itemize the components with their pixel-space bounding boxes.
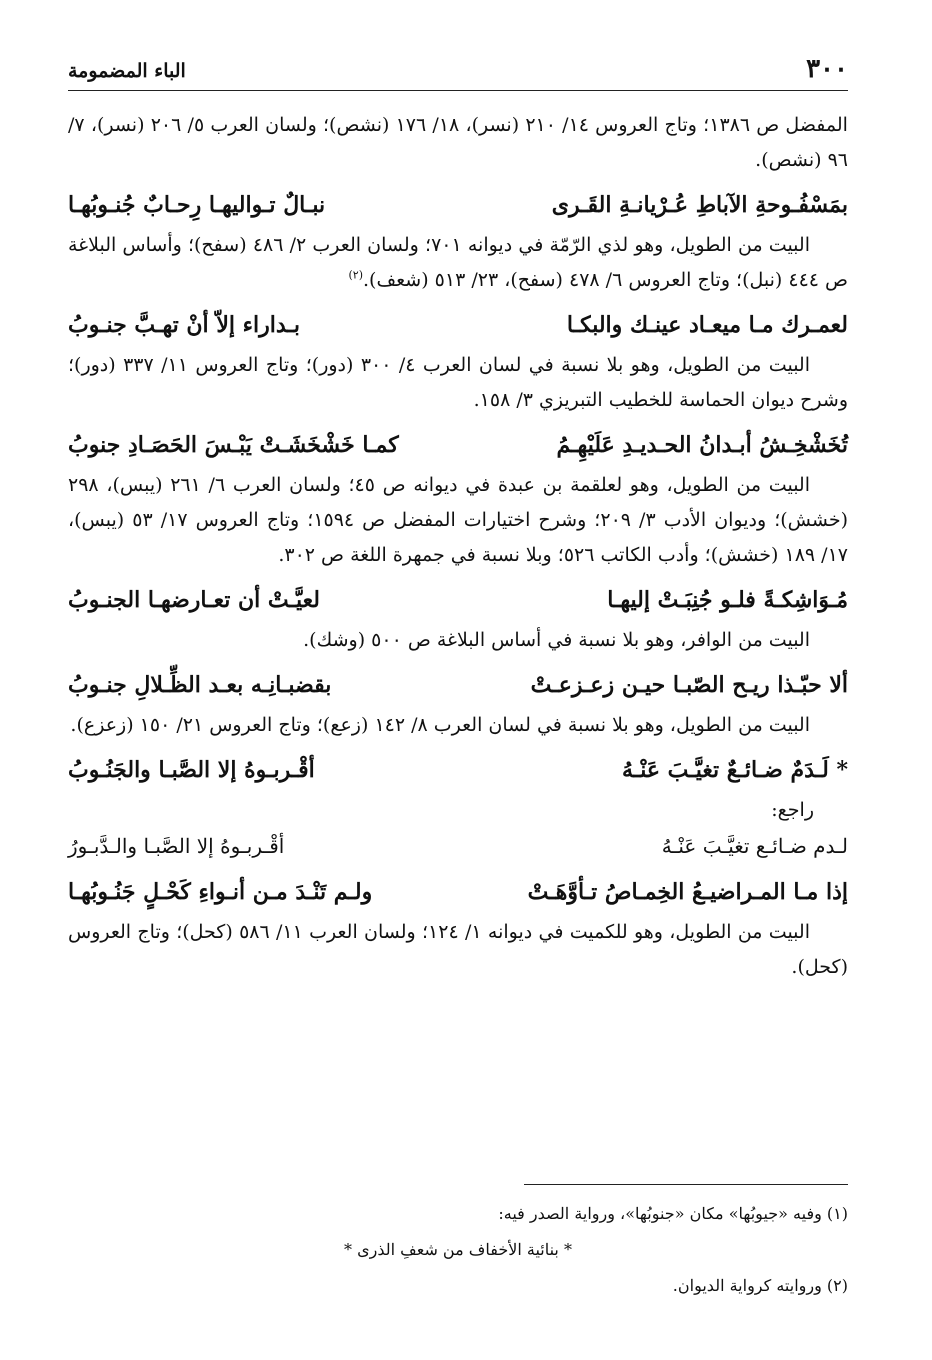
paragraph-citation (68, 228, 848, 298)
main-content (68, 108, 848, 985)
verse-first-hemistich: بمَسْفُـوحةِ الآباطِ عُـرْيانـةِ القَـرى (551, 192, 848, 218)
verse-first-hemistich: * لَـدَمٌ ضـائـعٌ تغيَّـبَ عَنْـهُ (622, 757, 848, 783)
verse-first-hemistich: إذا مـا المـراضيـعُ الخِمـاصُ تـأوَّهَـتْ (527, 879, 848, 905)
paragraph-citation: البيت من الطويل، وهو للكميت في ديوانه ١/ ١٢٤؛ ولسان العرب ١١/ ٥٨٦ (كحل)؛ وتاج العروس (كحل). (68, 921, 848, 978)
verse-first-hemistich: لـدم ضـائـع تغيَّـبَ عَنْـهُ (661, 834, 848, 858)
paragraph-citation: البيت من الوافر، وهو بلا نسبة في أساس البلاغة ص ٥٠٠ (وشك). (303, 629, 810, 651)
running-title: الباء المضمومة (68, 60, 186, 82)
verse-line (68, 827, 848, 865)
footnote-2: (٢) وروايته كرواية الديوان. (672, 1276, 848, 1295)
citation-text: البيت من الطويل، وهو لذي الرّمّة في ديوانه ٧٠١؛ ولسان العرب ٢/ ٤٨٦ (سفح)؛ وأساس البلاغة ص ٤٤٤ (نبل)؛ وتاج العروس ٦/ ٤٧٨ (سفح)، ٢٣/ ٥١٣ (شعف). (68, 234, 848, 291)
verse-second-hemistich: أقْـربـوهُ إلا الصَّبـا والجَنُـوبُ (68, 757, 315, 783)
paragraph-citation: البيت من الطويل، وهو بلا نسبة في لسان العرب ٤/ ٣٠٠ (دور)؛ وتاج العروس ١١/ ٣٣٧ (دور)؛ وشرح ديوان الحماسة للخطيب التبريزي ٣/ ١٥٨. (68, 354, 848, 411)
footnote-divider (524, 1184, 848, 1185)
footnote-ref-2: (٢) (348, 268, 363, 282)
footnote-1: (١) وفيه «جيوبُها» مكان «جنوبُها»، ورواية الصدر فيه: (498, 1204, 848, 1223)
verse-second-hemistich: نبـالٌ تـواليهـا رِحـابٌ جُنـوبُهـا (68, 192, 326, 218)
verse-first-hemistich: مُـوَاشِكـةً فلـو جُنِبَـتْ إليهـا (607, 587, 848, 613)
verse-line (68, 579, 848, 621)
paragraph-citation: البيت من الطويل، وهو لعلقمة بن عبدة في ديوانه ص ٤٥؛ ولسان العرب ٦/ ٢٦١ (يبس)، ٢٩٨ (خشش)؛ وديوان الأدب ٣/ ٢٠٩؛ وشرح اختيارات المفضل ص ١٥٩٤؛ وتاج العروس ١٧/ ٥٣ (يبس)، ١٧/ ١٨٩ (خشش)؛ وأدب الكاتب ٥٢٦؛ وبلا نسبة في جمهرة اللغة ص ٣٠٢. (68, 474, 848, 566)
verse-first-hemistich: لعمـرك مـا ميعـاد عينـك والبكـا (566, 312, 848, 338)
verse-line (68, 871, 848, 913)
verse-second-hemistich: بـداراء إلاّ أنْ تهـبَّ جنـوبُ (68, 312, 300, 338)
verse-line (68, 304, 848, 346)
cross-reference-label: راجع: (771, 799, 814, 821)
verse-second-hemistich: لعيَّـتْ أن تعـارضهـا الجنـوبُ (68, 587, 320, 613)
verse-line (68, 424, 848, 466)
verse-first-hemistich: تُخَشْخِـشُ أبـدانُ الحـديـدِ عَلَيْهِـمُ (556, 432, 848, 458)
page-header (68, 56, 848, 91)
verse-first-hemistich: ألا حبّـذا ريـح الصّبـا حيـن زعـزعـتْ (530, 672, 848, 698)
verse-second-hemistich: كمـا خَشْخَشَـتْ يَبْـسَ الحَصَـادِ جنوبُ (68, 432, 399, 458)
verse-second-hemistich: أقْـربـوهُ إلا الصَّبـا والـدَّبـورُ (68, 834, 285, 858)
verse-line (68, 664, 848, 706)
verse-line (68, 749, 848, 791)
footnotes (68, 1196, 848, 1304)
page-number: ٣٠٠ (806, 54, 848, 84)
verse-second-hemistich: بقضبـانِـه بعـد الظِّـلالِ جنـوبُ (68, 672, 332, 698)
footnote-1-verse: * بنائية الأخفاف من شعفِ الذرى * (344, 1240, 572, 1259)
paragraph-citation: البيت من الطويل، وهو بلا نسبة في لسان العرب ٨/ ١٤٢ (زعع)؛ وتاج العروس ٢١/ ١٥٠ (زعزع). (70, 714, 810, 736)
verse-line (68, 184, 848, 226)
paragraph-citation: المفضل ص ١٣٨٦؛ وتاج العروس ١٤/ ٢١٠ (نسر)، ١٨/ ١٧٦ (نشص)؛ ولسان العرب ٥/ ٢٠٦ (نسر)، ٧/ ٩٦ (نشص). (68, 114, 848, 171)
verse-second-hemistich: ولـم تَنْـدَ مـن أنـواءِ كَحْـلٍ جَنُـوبُهـا (68, 879, 373, 905)
